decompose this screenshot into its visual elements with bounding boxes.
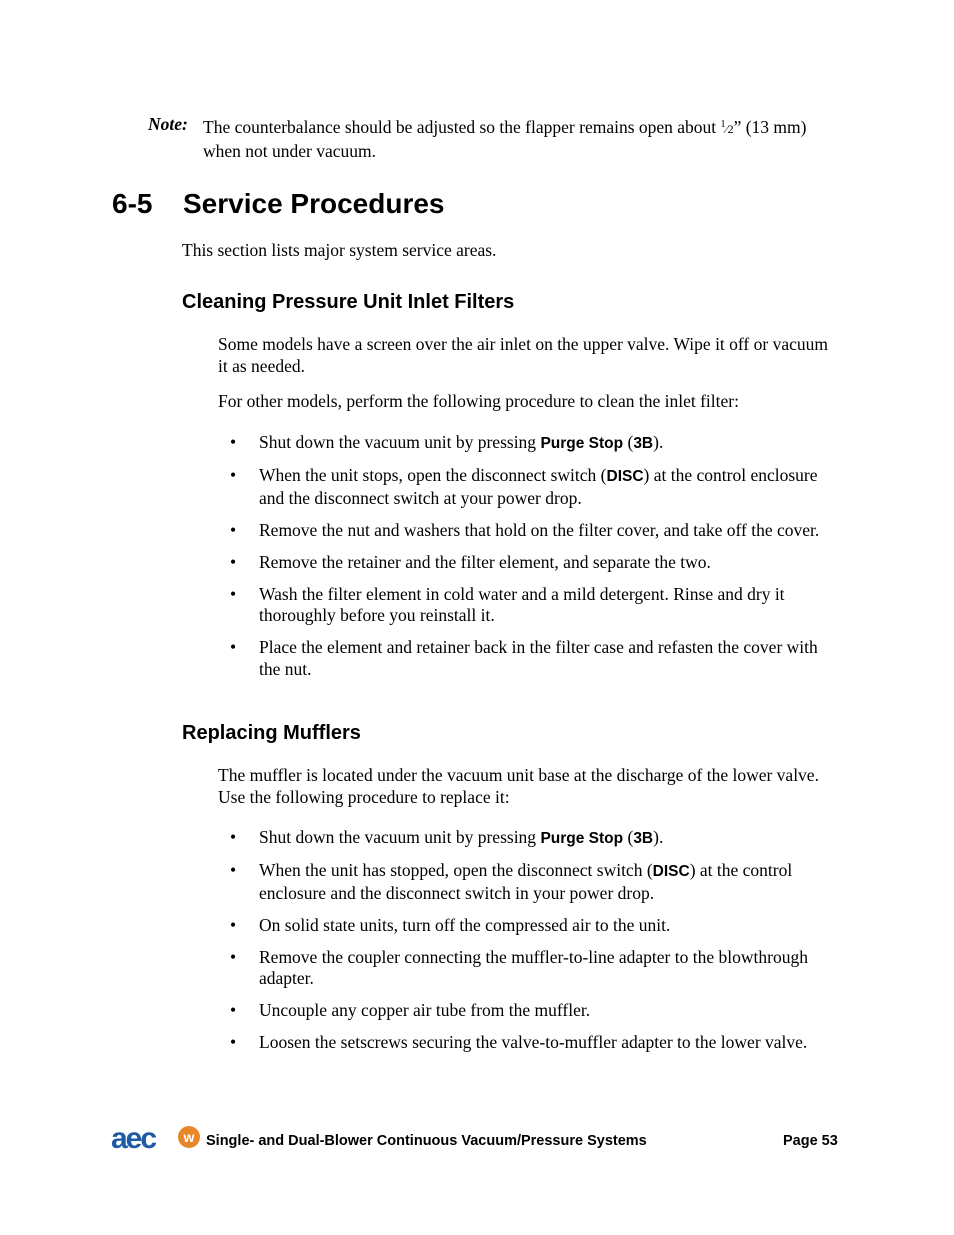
list-item: • Uncouple any copper air tube from the muffler. — [230, 1000, 591, 1020]
mufflers-paragraph-1: The muffler is located under the vacuum unit base at the discharge of the lower valve. Use the following procedure to replace it: — [218, 765, 819, 807]
section-title: Service Procedures — [183, 188, 445, 219]
section-number: 6-5 — [112, 188, 153, 219]
list-item: • Remove the nut and washers that hold on the filter cover, and take off the cover. — [230, 519, 820, 540]
key-3b: 3B — [633, 435, 654, 452]
list-item: • On solid state units, turn off the compressed air to the unit. — [230, 914, 671, 935]
note-fraction-denominator: 2 — [727, 122, 734, 136]
list-item: • Place the element and retainer back in the filter case and refasten the cover with the nut. — [230, 637, 818, 679]
list-item: • Remove the coupler connecting the muffler-to-line adapter to the blowthrough adapter. — [230, 946, 808, 988]
mufflers-steps-list — [230, 827, 835, 1064]
purge-stop-key: Purge Stop — [540, 435, 624, 452]
mufflers-heading: Replacing Mufflers — [182, 722, 361, 744]
purge-stop-key: Purge Stop — [540, 830, 624, 847]
cleaning-paragraph-1: Some models have a screen over the air inlet on the upper valve. Wipe it off or vacuum it as needed. — [218, 334, 828, 376]
note-label: Note: — [148, 114, 188, 134]
list-item: • Wash the filter element in cold water and a mild detergent. Rinse and dry it thoroughly before you reinstall it. — [230, 583, 785, 625]
section-intro: This section lists major system service areas. — [182, 240, 497, 260]
list-item: • Loosen the setscrews securing the valve-to-muffler adapter to the lower valve. — [230, 1032, 808, 1052]
list-item: • Remove the retainer and the filter element, and separate the two. — [230, 551, 711, 572]
footer-title: Single- and Dual-Blower Continuous Vacuum/Pressure Systems — [206, 1133, 647, 1149]
key-3b: 3B — [633, 830, 654, 847]
note-text-before: The counterbalance should be adjusted so the flapper remains open about — [203, 117, 721, 137]
aec-logo — [111, 1124, 203, 1152]
disc-key: DISC — [652, 863, 690, 880]
page-number: Page 53 — [783, 1133, 838, 1149]
cleaning-steps-list — [230, 432, 835, 691]
logo-text: aec — [111, 1124, 156, 1152]
note-text: The counterbalance should be adjusted so the flapper remains open about $^1$⁄2” (13 mm) when not under vacuum. — [203, 117, 807, 161]
disc-key: DISC — [606, 468, 644, 485]
list-item: • Shut down the vacuum unit by pressing Purge Stop (3B). — [230, 432, 664, 452]
cleaning-paragraph-2: For other models, perform the following procedure to clean the inlet filter: — [218, 391, 739, 411]
list-item: • Shut down the vacuum unit by pressing Purge Stop (3B). — [230, 827, 664, 847]
logo-mark: w — [183, 1129, 195, 1145]
note-text-after: ” (13 mm) when not under vacuum. — [203, 117, 807, 161]
list-item: • When the unit has stopped, open the disconnect switch (DISC) at the control enclosure and the disconnect switch in your power drop. — [230, 860, 793, 903]
note-fraction-numerator: 1 — [720, 119, 726, 130]
cleaning-heading: Cleaning Pressure Unit Inlet Filters — [182, 291, 515, 313]
section-heading — [112, 187, 445, 221]
aec-logo-icon — [111, 1124, 203, 1152]
list-item: • When the unit stops, open the disconnect switch (DISC) at the control enclosure and the disconnect switch at your power drop. — [230, 465, 818, 508]
